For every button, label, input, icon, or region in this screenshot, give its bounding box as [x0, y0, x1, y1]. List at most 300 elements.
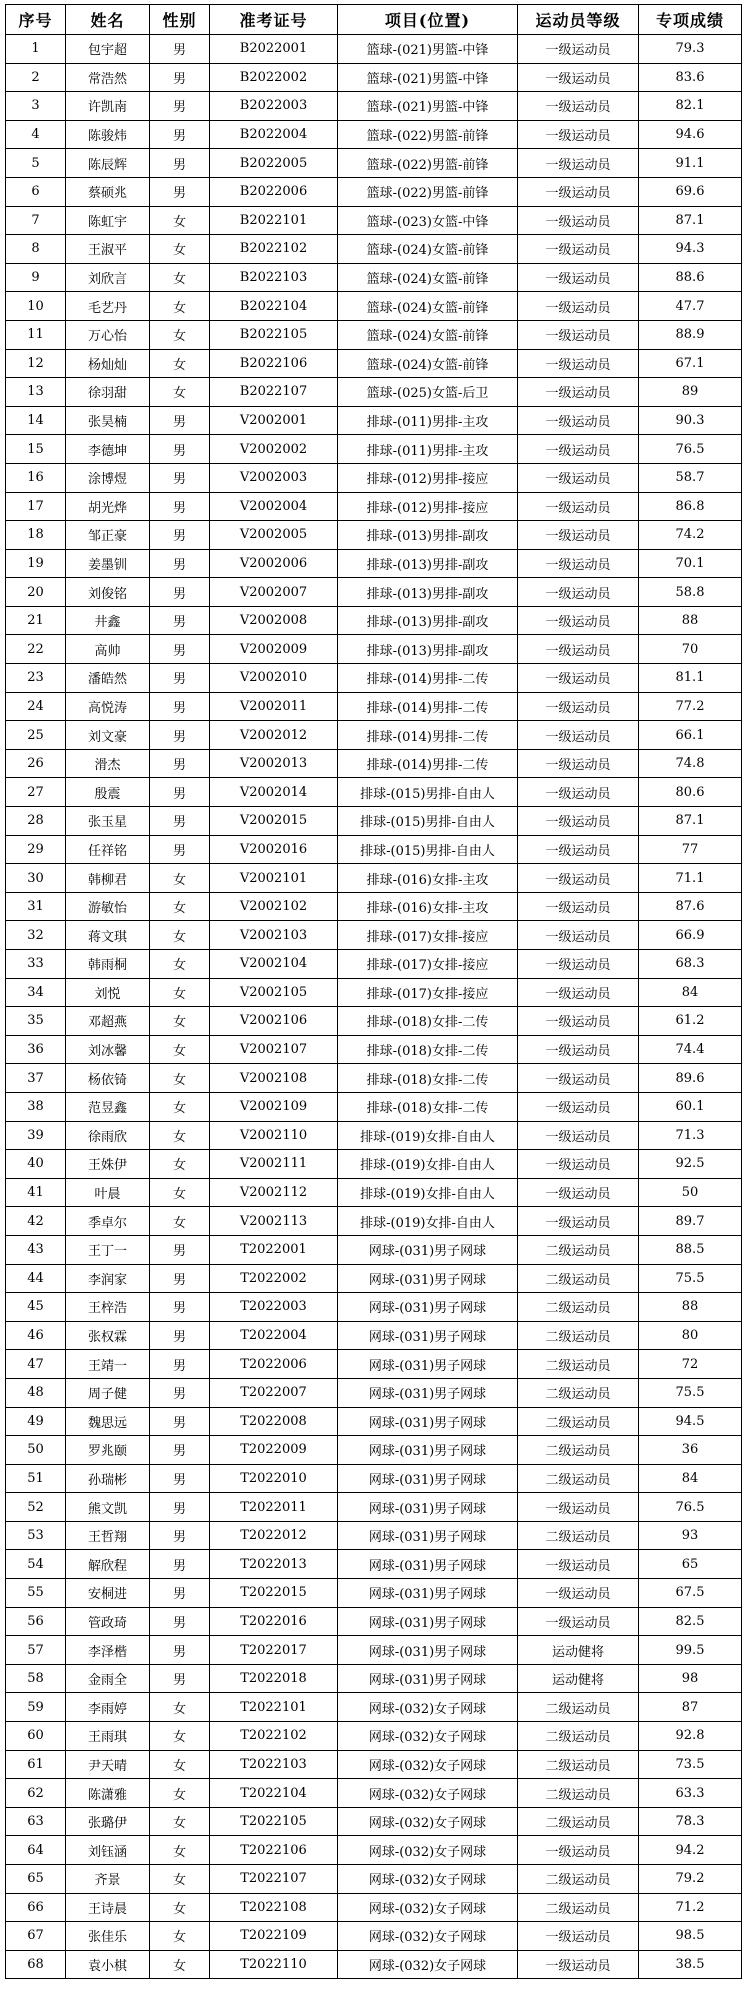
cell-gender: 女 — [150, 1922, 210, 1951]
cell-athlete-level: 二级运动员 — [518, 1293, 639, 1322]
cell-exam-id: B2022004 — [210, 120, 338, 149]
cell-serial-number: 6 — [6, 177, 66, 206]
table-row — [6, 864, 742, 893]
cell-serial-number: 34 — [6, 978, 66, 1007]
table-row — [6, 578, 742, 607]
table-row — [6, 921, 742, 950]
cell-exam-id: T2022009 — [210, 1436, 338, 1465]
cell-specialty-score: 90.3 — [639, 406, 742, 435]
cell-serial-number: 33 — [6, 950, 66, 979]
cell-athlete-level: 一级运动员 — [518, 320, 639, 349]
cell-exam-id: V2002010 — [210, 664, 338, 693]
header-gender: 性别 — [150, 5, 210, 35]
cell-name: 任祥铭 — [66, 835, 150, 864]
cell-event-position: 网球-(031)男子网球 — [338, 1378, 518, 1407]
cell-serial-number: 63 — [6, 1807, 66, 1836]
cell-athlete-level: 二级运动员 — [518, 1750, 639, 1779]
cell-exam-id: V2002011 — [210, 692, 338, 721]
cell-name: 齐景 — [66, 1865, 150, 1894]
cell-specialty-score: 60.1 — [639, 1092, 742, 1121]
table-row — [6, 463, 742, 492]
cell-exam-id: T2022105 — [210, 1807, 338, 1836]
cell-serial-number: 60 — [6, 1722, 66, 1751]
cell-exam-id: V2002009 — [210, 635, 338, 664]
cell-event-position: 排球-(019)女排-自由人 — [338, 1150, 518, 1179]
cell-specialty-score: 71.2 — [639, 1893, 742, 1922]
cell-name: 刘欣言 — [66, 263, 150, 292]
cell-event-position: 排球-(011)男排-主攻 — [338, 435, 518, 464]
cell-event-position: 篮球-(022)男篮-前锋 — [338, 120, 518, 149]
cell-serial-number: 46 — [6, 1321, 66, 1350]
cell-gender: 男 — [150, 120, 210, 149]
cell-event-position: 篮球-(024)女篮-前锋 — [338, 292, 518, 321]
cell-gender: 男 — [150, 1321, 210, 1350]
cell-event-position: 排球-(012)男排-接应 — [338, 492, 518, 521]
cell-name: 范昱鑫 — [66, 1092, 150, 1121]
cell-exam-id: B2022001 — [210, 35, 338, 64]
cell-specialty-score: 99.5 — [639, 1636, 742, 1665]
cell-gender: 男 — [150, 492, 210, 521]
cell-serial-number: 25 — [6, 721, 66, 750]
header-event-position: 项目(位置) — [338, 5, 518, 35]
cell-athlete-level: 一级运动员 — [518, 606, 639, 635]
cell-exam-id: T2022109 — [210, 1922, 338, 1951]
cell-athlete-level: 一级运动员 — [518, 1550, 639, 1579]
cell-name: 刘文豪 — [66, 721, 150, 750]
cell-exam-id: V2002110 — [210, 1121, 338, 1150]
table-row — [6, 1464, 742, 1493]
cell-name: 刘冰馨 — [66, 1035, 150, 1064]
cell-serial-number: 18 — [6, 521, 66, 550]
cell-event-position: 篮球-(021)男篮-中锋 — [338, 92, 518, 121]
cell-name: 尹天晴 — [66, 1750, 150, 1779]
cell-specialty-score: 84 — [639, 978, 742, 1007]
table-row — [6, 1235, 742, 1264]
cell-gender: 男 — [150, 463, 210, 492]
cell-exam-id: B2022002 — [210, 63, 338, 92]
cell-exam-id: V2002015 — [210, 807, 338, 836]
athlete-score-table — [5, 4, 742, 1979]
cell-name: 陈潇雅 — [66, 1779, 150, 1808]
cell-serial-number: 1 — [6, 35, 66, 64]
cell-name: 李泽楷 — [66, 1636, 150, 1665]
cell-event-position: 网球-(031)男子网球 — [338, 1235, 518, 1264]
cell-event-position: 排球-(018)女排-二传 — [338, 1035, 518, 1064]
cell-event-position: 篮球-(024)女篮-前锋 — [338, 349, 518, 378]
cell-name: 陈骏炜 — [66, 120, 150, 149]
cell-athlete-level: 一级运动员 — [518, 978, 639, 1007]
cell-gender: 女 — [150, 378, 210, 407]
table-row — [6, 320, 742, 349]
cell-exam-id: V2002104 — [210, 950, 338, 979]
cell-serial-number: 21 — [6, 606, 66, 635]
cell-serial-number: 3 — [6, 92, 66, 121]
cell-gender: 男 — [150, 92, 210, 121]
cell-specialty-score: 71.3 — [639, 1121, 742, 1150]
cell-gender: 男 — [150, 664, 210, 693]
cell-name: 徐雨欣 — [66, 1121, 150, 1150]
cell-event-position: 排球-(017)女排-接应 — [338, 950, 518, 979]
cell-exam-id: B2022105 — [210, 320, 338, 349]
cell-specialty-score: 63.3 — [639, 1779, 742, 1808]
cell-name: 蒋文琪 — [66, 921, 150, 950]
cell-gender: 女 — [150, 864, 210, 893]
cell-specialty-score: 94.3 — [639, 235, 742, 264]
cell-gender: 男 — [150, 1493, 210, 1522]
cell-name: 袁小棋 — [66, 1950, 150, 1979]
cell-event-position: 篮球-(024)女篮-前锋 — [338, 235, 518, 264]
cell-specialty-score: 88 — [639, 606, 742, 635]
cell-specialty-score: 81.1 — [639, 664, 742, 693]
cell-exam-id: V2002105 — [210, 978, 338, 1007]
cell-gender: 男 — [150, 1436, 210, 1465]
cell-event-position: 网球-(032)女子网球 — [338, 1836, 518, 1865]
cell-athlete-level: 一级运动员 — [518, 664, 639, 693]
cell-serial-number: 41 — [6, 1178, 66, 1207]
cell-name: 王淑平 — [66, 235, 150, 264]
cell-gender: 男 — [150, 635, 210, 664]
cell-serial-number: 12 — [6, 349, 66, 378]
table-row — [6, 177, 742, 206]
cell-athlete-level: 一级运动员 — [518, 692, 639, 721]
header-athlete-level: 运动员等级 — [518, 5, 639, 35]
cell-gender: 女 — [150, 921, 210, 950]
cell-gender: 女 — [150, 978, 210, 1007]
cell-specialty-score: 88.9 — [639, 320, 742, 349]
cell-exam-id: T2022006 — [210, 1350, 338, 1379]
cell-exam-id: T2022106 — [210, 1836, 338, 1865]
cell-serial-number: 10 — [6, 292, 66, 321]
cell-name: 韩雨桐 — [66, 950, 150, 979]
cell-athlete-level: 二级运动员 — [518, 1693, 639, 1722]
cell-gender: 男 — [150, 1579, 210, 1608]
cell-name: 管政琦 — [66, 1607, 150, 1636]
cell-event-position: 排球-(013)男排-副攻 — [338, 606, 518, 635]
cell-event-position: 排球-(014)男排-二传 — [338, 664, 518, 693]
table-row — [6, 1664, 742, 1693]
cell-event-position: 排球-(014)男排-二传 — [338, 749, 518, 778]
cell-athlete-level: 一级运动员 — [518, 1092, 639, 1121]
cell-specialty-score: 74.2 — [639, 521, 742, 550]
cell-exam-id: T2022016 — [210, 1607, 338, 1636]
cell-serial-number: 56 — [6, 1607, 66, 1636]
cell-serial-number: 13 — [6, 378, 66, 407]
cell-gender: 男 — [150, 578, 210, 607]
cell-gender: 女 — [150, 263, 210, 292]
table-row — [6, 692, 742, 721]
cell-exam-id: T2022008 — [210, 1407, 338, 1436]
cell-exam-id: V2002002 — [210, 435, 338, 464]
cell-specialty-score: 70 — [639, 635, 742, 664]
cell-serial-number: 45 — [6, 1293, 66, 1322]
table-row — [6, 1750, 742, 1779]
cell-serial-number: 58 — [6, 1664, 66, 1693]
table-row — [6, 549, 742, 578]
cell-event-position: 排球-(018)女排-二传 — [338, 1064, 518, 1093]
cell-serial-number: 2 — [6, 63, 66, 92]
cell-serial-number: 42 — [6, 1207, 66, 1236]
cell-exam-id: T2022004 — [210, 1321, 338, 1350]
cell-athlete-level: 二级运动员 — [518, 1350, 639, 1379]
table-row — [6, 406, 742, 435]
cell-name: 陈虹宇 — [66, 206, 150, 235]
table-header — [6, 5, 742, 35]
cell-athlete-level: 一级运动员 — [518, 1035, 639, 1064]
cell-event-position: 排球-(015)男排-自由人 — [338, 778, 518, 807]
cell-event-position: 网球-(031)男子网球 — [338, 1521, 518, 1550]
cell-specialty-score: 47.7 — [639, 292, 742, 321]
cell-specialty-score: 98.5 — [639, 1922, 742, 1951]
cell-exam-id: V2002112 — [210, 1178, 338, 1207]
cell-gender: 男 — [150, 1636, 210, 1665]
cell-gender: 男 — [150, 692, 210, 721]
cell-athlete-level: 一级运动员 — [518, 721, 639, 750]
cell-name: 杨灿灿 — [66, 349, 150, 378]
table-row — [6, 120, 742, 149]
cell-event-position: 篮球-(023)女篮-中锋 — [338, 206, 518, 235]
cell-event-position: 网球-(031)男子网球 — [338, 1293, 518, 1322]
cell-serial-number: 44 — [6, 1264, 66, 1293]
cell-exam-id: B2022005 — [210, 149, 338, 178]
cell-athlete-level: 运动健将 — [518, 1636, 639, 1665]
cell-exam-id: T2022003 — [210, 1293, 338, 1322]
cell-athlete-level: 一级运动员 — [518, 1064, 639, 1093]
cell-specialty-score: 78.3 — [639, 1807, 742, 1836]
cell-name: 井鑫 — [66, 606, 150, 635]
cell-specialty-score: 94.6 — [639, 120, 742, 149]
cell-event-position: 排球-(016)女排-主攻 — [338, 892, 518, 921]
table-row — [6, 1264, 742, 1293]
cell-athlete-level: 二级运动员 — [518, 1321, 639, 1350]
cell-gender: 男 — [150, 835, 210, 864]
cell-specialty-score: 50 — [639, 1178, 742, 1207]
cell-serial-number: 14 — [6, 406, 66, 435]
cell-specialty-score: 87 — [639, 1693, 742, 1722]
cell-specialty-score: 76.5 — [639, 1493, 742, 1522]
cell-gender: 男 — [150, 1235, 210, 1264]
cell-gender: 女 — [150, 1693, 210, 1722]
cell-athlete-level: 二级运动员 — [518, 1893, 639, 1922]
cell-exam-id: V2002108 — [210, 1064, 338, 1093]
cell-athlete-level: 一级运动员 — [518, 206, 639, 235]
cell-name: 王诗晨 — [66, 1893, 150, 1922]
cell-gender: 男 — [150, 1664, 210, 1693]
cell-event-position: 网球-(032)女子网球 — [338, 1807, 518, 1836]
cell-gender: 男 — [150, 406, 210, 435]
cell-exam-id: V2002007 — [210, 578, 338, 607]
cell-athlete-level: 一级运动员 — [518, 92, 639, 121]
cell-athlete-level: 一级运动员 — [518, 1150, 639, 1179]
cell-athlete-level: 一级运动员 — [518, 463, 639, 492]
cell-specialty-score: 86.8 — [639, 492, 742, 521]
cell-event-position: 排球-(011)男排-主攻 — [338, 406, 518, 435]
cell-exam-id: V2002109 — [210, 1092, 338, 1121]
cell-specialty-score: 87.6 — [639, 892, 742, 921]
cell-exam-id: T2022002 — [210, 1264, 338, 1293]
cell-athlete-level: 一级运动员 — [518, 835, 639, 864]
cell-serial-number: 65 — [6, 1865, 66, 1894]
cell-serial-number: 20 — [6, 578, 66, 607]
cell-gender: 男 — [150, 1550, 210, 1579]
cell-exam-id: V2002013 — [210, 749, 338, 778]
cell-event-position: 网球-(031)男子网球 — [338, 1607, 518, 1636]
cell-specialty-score: 87.1 — [639, 807, 742, 836]
cell-specialty-score: 92.5 — [639, 1150, 742, 1179]
cell-name: 陈辰辉 — [66, 149, 150, 178]
cell-athlete-level: 一级运动员 — [518, 807, 639, 836]
cell-event-position: 网球-(031)男子网球 — [338, 1436, 518, 1465]
cell-gender: 男 — [150, 435, 210, 464]
cell-serial-number: 54 — [6, 1550, 66, 1579]
cell-name: 殷震 — [66, 778, 150, 807]
cell-athlete-level: 一级运动员 — [518, 292, 639, 321]
cell-serial-number: 38 — [6, 1092, 66, 1121]
cell-exam-id: B2022106 — [210, 349, 338, 378]
cell-event-position: 排球-(017)女排-接应 — [338, 978, 518, 1007]
cell-gender: 女 — [150, 1178, 210, 1207]
cell-name: 常浩然 — [66, 63, 150, 92]
cell-exam-id: V2002005 — [210, 521, 338, 550]
cell-serial-number: 27 — [6, 778, 66, 807]
cell-specialty-score: 65 — [639, 1550, 742, 1579]
cell-name: 潘皓然 — [66, 664, 150, 693]
cell-athlete-level: 二级运动员 — [518, 1436, 639, 1465]
cell-athlete-level: 二级运动员 — [518, 1779, 639, 1808]
cell-serial-number: 9 — [6, 263, 66, 292]
table-row — [6, 63, 742, 92]
cell-exam-id: V2002101 — [210, 864, 338, 893]
cell-name: 韩柳君 — [66, 864, 150, 893]
cell-gender: 男 — [150, 1464, 210, 1493]
cell-name: 涂博煜 — [66, 463, 150, 492]
cell-serial-number: 50 — [6, 1436, 66, 1465]
cell-serial-number: 5 — [6, 149, 66, 178]
table-row — [6, 378, 742, 407]
cell-event-position: 篮球-(024)女篮-前锋 — [338, 320, 518, 349]
cell-specialty-score: 69.6 — [639, 177, 742, 206]
cell-specialty-score: 73.5 — [639, 1750, 742, 1779]
table-row — [6, 1836, 742, 1865]
cell-event-position: 排球-(014)男排-二传 — [338, 721, 518, 750]
cell-exam-id: V2002111 — [210, 1150, 338, 1179]
cell-serial-number: 32 — [6, 921, 66, 950]
cell-athlete-level: 一级运动员 — [518, 1836, 639, 1865]
cell-exam-id: V2002113 — [210, 1207, 338, 1236]
table-row — [6, 1207, 742, 1236]
table-body — [6, 35, 742, 1979]
cell-exam-id: V2002001 — [210, 406, 338, 435]
cell-serial-number: 47 — [6, 1350, 66, 1379]
header-exam-id: 准考证号 — [210, 5, 338, 35]
cell-name: 王姝伊 — [66, 1150, 150, 1179]
cell-athlete-level: 二级运动员 — [518, 1807, 639, 1836]
cell-serial-number: 57 — [6, 1636, 66, 1665]
cell-specialty-score: 74.4 — [639, 1035, 742, 1064]
cell-athlete-level: 一级运动员 — [518, 120, 639, 149]
table-row — [6, 149, 742, 178]
cell-event-position: 排球-(015)男排-自由人 — [338, 807, 518, 836]
cell-athlete-level: 一级运动员 — [518, 149, 639, 178]
cell-specialty-score: 94.5 — [639, 1407, 742, 1436]
cell-gender: 女 — [150, 1893, 210, 1922]
cell-name: 张璐伊 — [66, 1807, 150, 1836]
cell-event-position: 网球-(031)男子网球 — [338, 1636, 518, 1665]
cell-name: 王靖一 — [66, 1350, 150, 1379]
cell-specialty-score: 58.7 — [639, 463, 742, 492]
table-row — [6, 1350, 742, 1379]
cell-name: 叶晨 — [66, 1178, 150, 1207]
cell-event-position: 网球-(031)男子网球 — [338, 1664, 518, 1693]
cell-gender: 男 — [150, 177, 210, 206]
cell-gender: 女 — [150, 1750, 210, 1779]
cell-athlete-level: 二级运动员 — [518, 1521, 639, 1550]
cell-name: 邓超燕 — [66, 1007, 150, 1036]
cell-athlete-level: 一级运动员 — [518, 263, 639, 292]
table-row — [6, 1636, 742, 1665]
cell-athlete-level: 一级运动员 — [518, 1207, 639, 1236]
cell-athlete-level: 二级运动员 — [518, 1407, 639, 1436]
table-row — [6, 721, 742, 750]
cell-specialty-score: 75.5 — [639, 1264, 742, 1293]
cell-athlete-level: 一级运动员 — [518, 1121, 639, 1150]
cell-specialty-score: 84 — [639, 1464, 742, 1493]
cell-event-position: 网球-(031)男子网球 — [338, 1579, 518, 1608]
cell-event-position: 网球-(032)女子网球 — [338, 1865, 518, 1894]
cell-gender: 女 — [150, 1150, 210, 1179]
cell-gender: 男 — [150, 1350, 210, 1379]
cell-specialty-score: 79.2 — [639, 1865, 742, 1894]
cell-serial-number: 36 — [6, 1035, 66, 1064]
cell-event-position: 排球-(013)男排-副攻 — [338, 578, 518, 607]
cell-gender: 男 — [150, 549, 210, 578]
cell-exam-id: V2002102 — [210, 892, 338, 921]
cell-serial-number: 62 — [6, 1779, 66, 1808]
table-row — [6, 521, 742, 550]
cell-serial-number: 66 — [6, 1893, 66, 1922]
table-row — [6, 664, 742, 693]
cell-athlete-level: 一级运动员 — [518, 864, 639, 893]
table-row — [6, 1865, 742, 1894]
table-row — [6, 1293, 742, 1322]
cell-specialty-score: 89 — [639, 378, 742, 407]
cell-event-position: 篮球-(022)男篮-前锋 — [338, 149, 518, 178]
table-row — [6, 1035, 742, 1064]
cell-athlete-level: 二级运动员 — [518, 1865, 639, 1894]
cell-gender: 男 — [150, 606, 210, 635]
cell-name: 孙瑞彬 — [66, 1464, 150, 1493]
cell-name: 王丁一 — [66, 1235, 150, 1264]
cell-exam-id: V2002008 — [210, 606, 338, 635]
table-row — [6, 950, 742, 979]
cell-name: 张佳乐 — [66, 1922, 150, 1951]
cell-specialty-score: 88.6 — [639, 263, 742, 292]
cell-gender: 男 — [150, 721, 210, 750]
cell-serial-number: 35 — [6, 1007, 66, 1036]
cell-athlete-level: 运动健将 — [518, 1664, 639, 1693]
cell-exam-id: T2022108 — [210, 1893, 338, 1922]
cell-gender: 女 — [150, 320, 210, 349]
cell-gender: 女 — [150, 292, 210, 321]
cell-exam-id: T2022102 — [210, 1722, 338, 1751]
cell-exam-id: T2022110 — [210, 1950, 338, 1979]
cell-serial-number: 68 — [6, 1950, 66, 1979]
cell-gender: 男 — [150, 63, 210, 92]
cell-serial-number: 23 — [6, 664, 66, 693]
cell-specialty-score: 92.8 — [639, 1722, 742, 1751]
table-row — [6, 1321, 742, 1350]
cell-serial-number: 37 — [6, 1064, 66, 1093]
cell-name: 胡光烨 — [66, 492, 150, 521]
